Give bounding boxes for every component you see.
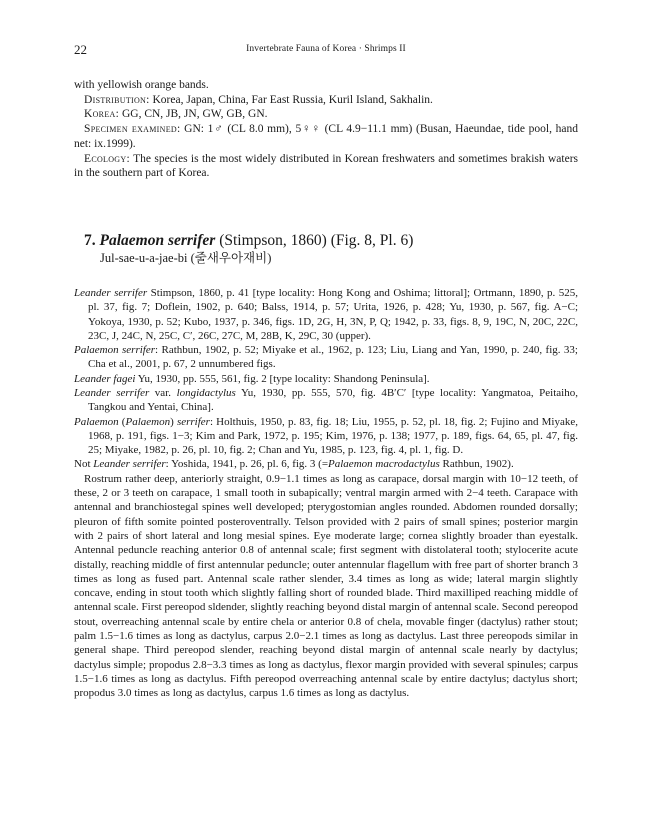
synonym-text: Yu, 1930, pp. 555, 570, fig. 4B′C′ [type locality: Yangmatoa, Peitaiho, Tangkou and Yentai, China]. xyxy=(88,387,578,414)
synonym-name: Leander serrifer xyxy=(93,458,166,471)
synonym-text: : Holthuis, 1950, p. 83, fig. 18; Liu, 1955, p. 52, pl. 18, fig. 2; Fujino and Miyake, 1968, p. 191, figs. 1−3; Kim and Park, 1972, p. 195; Kim, 1976, p. 138; 1977, p. 189, figs. 64, 65, pl. 47, fig. 25; Miyake, 1982, p. 26, pl. 10, fig. 2; Chan and Yu, 1985, p. 123, fig. 4, pl. 1, fig. D. xyxy=(88,415,578,457)
korea-paragraph xyxy=(74,107,578,122)
synonym-subgenus: Palaemon xyxy=(125,415,171,428)
species-author: (Stimpson, 1860) (Fig. 8, Pl. 6) xyxy=(215,231,414,249)
synonym-text: : Rathbun, 1902, p. 52; Miyake et al., 1962, p. 123; Liu, Liang and Yan, 1990, p. 240, fig. 33; Cha et al., 2001, p. 67, 2 unnumbered figs. xyxy=(88,344,578,371)
running-head: Invertebrate Fauna of Korea · Shrimps II xyxy=(246,44,406,54)
page-header xyxy=(74,42,578,57)
synonym-entry xyxy=(74,372,578,386)
synonym-epithet: serrifer xyxy=(176,415,210,428)
synonym-connector: ) xyxy=(170,415,177,428)
synonymy-list xyxy=(74,286,578,472)
distribution-paragraph xyxy=(74,93,578,108)
page-number: 22 xyxy=(74,42,87,57)
synonym-text: Stimpson, 1860, p. 41 [type locality: Hong Kong and Oshima; littoral]; Ortmann, 1890, p. 525, pl. 37, fig. 7; Doflein, 1902, p. 640; Balss, 1914, p. 57; Urita, 1926, p. 428; Yu, 1930, p. 567, fig. A−C; Yokoya, 1930, p. 52; Kubo, 1937, p. 346, figs. 1D, 2G, H, 3N, P, Q; 1942, p. 33, figs. 8, 9, 19C, N, 20C, 22C, 23C, J, 24C, N, 25C, C′, 26C, 27C, M, 28B, K, 29C, 30 (upper). xyxy=(88,286,579,342)
synonym-text: : Yoshida, 1941, p. 26, pl. 6, fig. 3 (= xyxy=(165,458,329,471)
synonym-name: Leander serrifer xyxy=(74,286,148,299)
vernacular-name: Jul-sae-u-a-jae-bi (줄새우아재비) xyxy=(100,250,272,265)
synonym-entry xyxy=(74,286,578,343)
specimen-label: Specimen examined: xyxy=(84,123,181,136)
distribution-label: Distribution: xyxy=(84,93,150,106)
ecology-paragraph xyxy=(74,152,578,181)
synonym-name: Leander fagei xyxy=(74,372,136,385)
korea-text: GG, CN, JB, JN, GW, GB, GN. xyxy=(119,108,268,121)
description-paragraph: Rostrum rather deep, anteriorly straight, 0.9−1.1 times as long as carapace, dorsal margin with 10−12 teeth, of these, 2 or 3 teeth on carapace, 1 small tooth in subapically; ventral margin armed with 2−4 teeth. Carapace with antennal and branchiostegal spines well developed; pterygostomian angles rounded. Abdomen rounded dorsally; pleuron of fifth somite pointed posteroventrally. Telson provided with 2 pairs of small spines; posterior margin with 2 pairs of short lateral and long mesial spines. Eye moderate large; cornea slightly broader than eyestalk. Antennal peduncle reaching anterior 0.8 of antennal scale; first segment with distolateral tooth; stylocerite acute distally, reaching middle of first antennular peduncle; outer antennular flagellum with free part of shorter branch 3 times as long as fused part. Antennal scale rather slender, 3.4 times as long as wide; lateral margin slightly concave, ending in stout tooth which slightly falling short of rounded blade. Third maxilliped reaching middle of antennal scale. First pereopod sldender, slightly reaching beyond distal margin of antennal scale. Second pereopod stout, overreaching antennal scale by entire chela or anterior 0.8 of chela, movable finger (dactylus) rather stout; palm 1.5−1.6 times as long as dactylus, carpus 2.0−2.1 times as long as dactylus. Last three pereopods similar in general shape. Third pereopod slender, reaching beyond distal margin of antennal scale nearly by dactylus; dactylus simple; propodus 2.8−3.3 times as long as dactylus, flexor margin provided with several spinules; carpus 1.5−1.6 times as long as dactylus. Fifth pereopod overreaching antennal scale by entire dactylus; dactylus short; propodus 3.0 times as long as dactylus, carpus 1.6 times as long as dactylus. xyxy=(74,472,578,700)
distribution-text: Korea, Japan, China, Far East Russia, Kuril Island, Sakhalin. xyxy=(149,93,433,106)
species-name: Palaemon serrifer xyxy=(99,231,216,249)
synonym-varietal-name: longidactylus xyxy=(176,387,236,399)
synonym-entry xyxy=(74,343,578,372)
species-number: 7. xyxy=(84,231,96,249)
synonym-genus: Palaemon xyxy=(74,415,119,428)
synonym-entry xyxy=(74,386,578,415)
synonym-name: Leander serrifer xyxy=(74,387,150,399)
page-body xyxy=(74,78,578,701)
ecology-text: The species is the most widely distributed in Korean freshwaters and sometimes brakish waters in the southern part of Korea. xyxy=(74,152,578,180)
synonym-entry xyxy=(74,415,578,458)
synonym-connector: ( xyxy=(118,415,126,428)
specimen-paragraph xyxy=(74,122,578,151)
synonym-connector: var. xyxy=(149,387,177,399)
synonym-name: Palaemon serrifer xyxy=(74,344,156,357)
specimen-text: GN: 1♂ (CL 8.0 mm), 5♀♀ (CL 4.9−11.1 mm) (Busan, Haeundae, tide pool, hand net: ix.1999). xyxy=(74,123,578,150)
synonym-tail: Rathbun, 1902). xyxy=(439,458,514,471)
synonym-equivalent-name: Palaemon macrodactylus xyxy=(328,458,440,471)
synonym-entry xyxy=(74,457,578,471)
species-heading xyxy=(74,231,578,250)
synonym-text: Yu, 1930, pp. 555, 561, fig. 2 [type locality: Shandong Peninsula]. xyxy=(135,372,430,385)
continued-text: with yellowish orange bands. xyxy=(74,79,209,91)
korea-label: Korea: xyxy=(84,108,120,121)
ecology-label: Ecology: xyxy=(84,152,130,165)
synonym-prefix: Not xyxy=(74,458,94,471)
